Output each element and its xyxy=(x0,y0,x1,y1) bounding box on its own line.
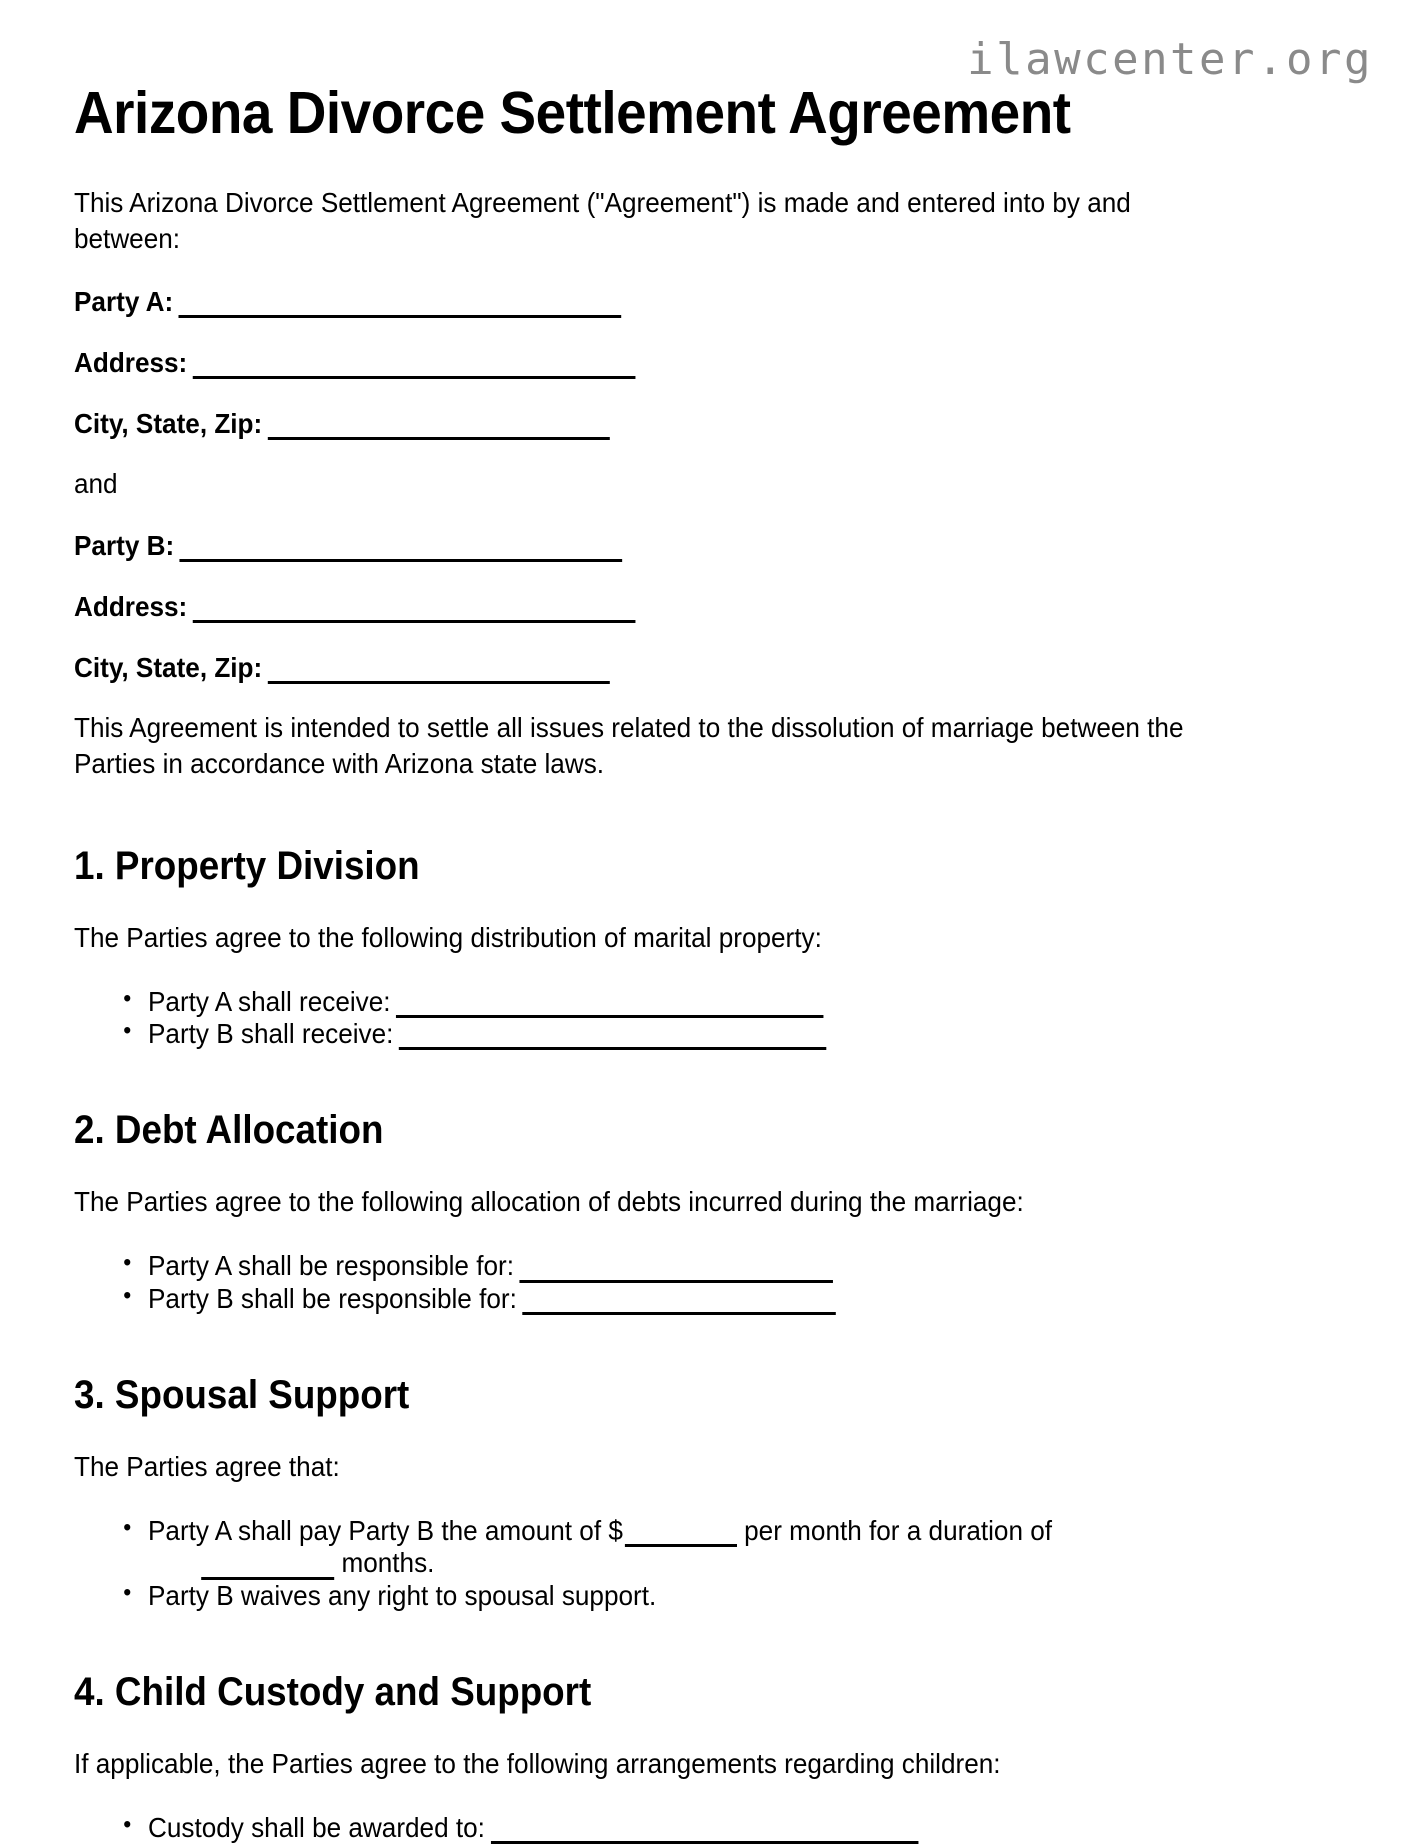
party-b-debt-blank[interactable] xyxy=(523,1290,837,1315)
list-item xyxy=(148,1018,1275,1050)
party-b-name-label: Party B: xyxy=(74,530,175,562)
party-a-city-state-zip-blank[interactable] xyxy=(268,415,610,440)
list-item xyxy=(148,1250,1275,1282)
party-a-address-label: Address: xyxy=(74,346,188,378)
spousal-months-text: months. xyxy=(341,1547,435,1579)
and-connector: and xyxy=(74,467,118,499)
party-a-property-blank[interactable] xyxy=(396,993,824,1018)
document-content xyxy=(74,0,1334,1844)
bullet-text: Party B waives any right to spousal support. xyxy=(148,1579,657,1611)
bullet-text: Party B shall be responsible for: xyxy=(148,1282,517,1314)
party-b-address-row xyxy=(74,562,1271,623)
spousal-support-bullet-list xyxy=(74,1485,1334,1612)
spousal-amount-blank[interactable] xyxy=(625,1524,737,1547)
site-watermark: ilawcenter.org xyxy=(967,34,1373,85)
property-division-lead-in: The Parties agree to the following distribution of marital property: xyxy=(74,921,822,953)
party-a-name-blank[interactable] xyxy=(179,293,622,318)
section-heading-spousal-support: 3. Spousal Support xyxy=(74,1373,410,1417)
spousal-duration-text: per month for a duration of xyxy=(744,1514,1053,1546)
list-item xyxy=(148,1515,1275,1580)
party-a-city-state-zip-label: City, State, Zip: xyxy=(74,407,263,439)
party-b-property-blank[interactable] xyxy=(399,1025,827,1050)
spousal-months-blank[interactable] xyxy=(201,1557,334,1580)
spousal-support-lead-in: The Parties agree that: xyxy=(74,1451,340,1482)
party-a-city-state-zip-row xyxy=(74,379,1271,440)
party-b-address-blank[interactable] xyxy=(193,598,636,623)
list-item xyxy=(148,1812,1275,1844)
party-b-name-blank[interactable] xyxy=(180,537,623,562)
child-custody-bullet-list xyxy=(74,1782,1334,1844)
list-item xyxy=(148,1580,1275,1612)
spousal-amount-text: Party A shall pay Party B the amount of $ xyxy=(148,1514,623,1546)
party-b-address-label: Address: xyxy=(74,591,188,623)
party-b-city-state-zip-blank[interactable] xyxy=(268,659,610,684)
party-a-name-row xyxy=(74,257,1271,318)
agreement-statement: This Agreement is intended to settle all issues related to the dissolution of marriage between the Parties in accordance with Arizona state laws. xyxy=(74,712,1184,779)
debt-allocation-bullet-list xyxy=(74,1220,1334,1315)
list-item xyxy=(148,1283,1275,1315)
party-b-name-row xyxy=(74,501,1271,562)
debt-allocation-lead-in: The Parties agree to the following allocation of debts incurred during the marriage: xyxy=(74,1186,1024,1218)
section-heading-child-custody: 4. Child Custody and Support xyxy=(74,1670,592,1715)
party-b-city-state-zip-label: City, State, Zip: xyxy=(74,652,263,684)
party-b-city-state-zip-row xyxy=(74,623,1271,684)
page-title: Arizona Divorce Settlement Agreement xyxy=(74,80,1071,146)
bullet-text: Party A shall receive: xyxy=(148,985,391,1017)
party-a-debt-blank[interactable] xyxy=(520,1258,833,1283)
party-a-address-row xyxy=(74,318,1271,379)
list-item xyxy=(148,986,1275,1018)
section-heading-debt-allocation: 2. Debt Allocation xyxy=(74,1108,384,1153)
section-heading-property-division: 1. Property Division xyxy=(74,843,420,888)
party-a-address-blank[interactable] xyxy=(193,354,636,379)
bullet-text: Party A shall be responsible for: xyxy=(148,1250,514,1282)
custody-awarded-blank[interactable] xyxy=(491,1819,918,1844)
property-division-bullet-list xyxy=(74,956,1334,1051)
bullet-text: Party B shall receive: xyxy=(148,1017,394,1049)
child-custody-lead-in: If applicable, the Parties agree to the following arrangements regarding children: xyxy=(74,1748,1001,1780)
intro-paragraph: This Arizona Divorce Settlement Agreement ("Agreement") is made and entered into by and between: xyxy=(74,187,1131,254)
party-a-name-label: Party A: xyxy=(74,285,174,317)
bullet-text: Custody shall be awarded to: xyxy=(148,1811,485,1843)
